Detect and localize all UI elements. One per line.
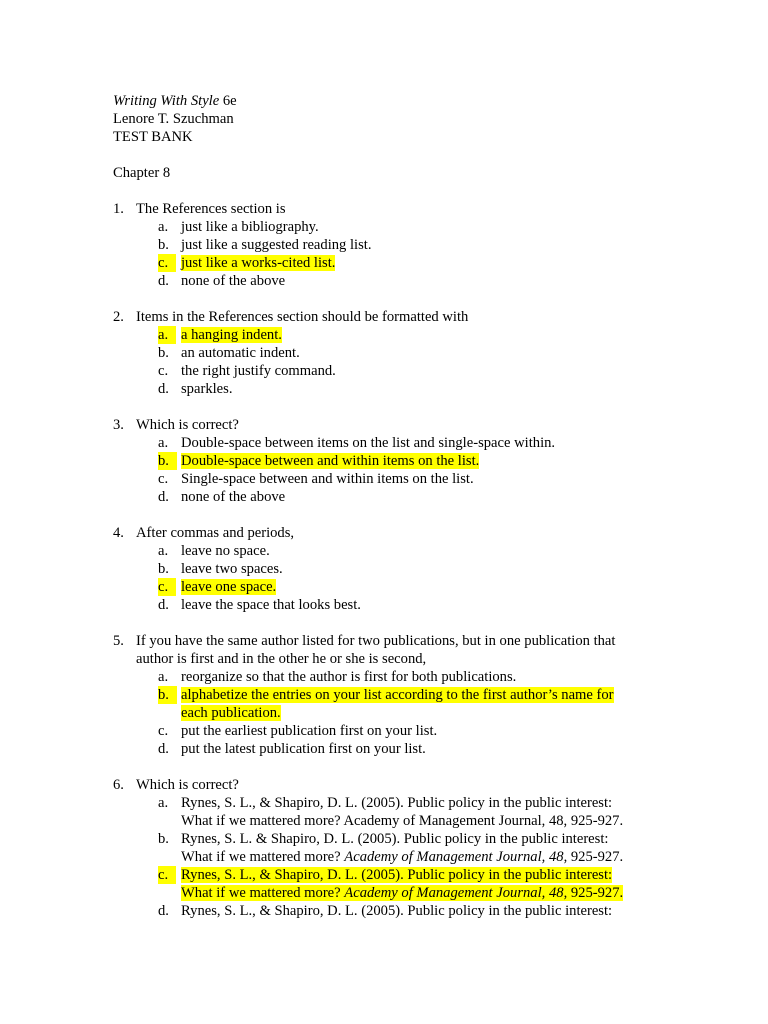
question-text-line: The References section is [136,201,286,217]
option-letter: a. [158,435,169,451]
question-text-line: After commas and periods, [136,525,295,541]
option-text [181,903,612,919]
answer-option [113,794,673,830]
option-letter: a. [158,543,169,559]
option-text-line: leave no space. [181,543,270,559]
citation-line: Rynes, S. L. & Shapiro, D. L. (2005). Public policy in the public interest: [181,831,609,847]
answer-option-correct [113,866,673,902]
option-text [181,453,479,469]
answer-option [113,668,673,686]
question-stem [113,524,673,542]
answer-option [113,488,673,506]
option-text-line: a hanging indent. [181,327,282,343]
answer-option [113,722,673,740]
answer-option [113,218,673,236]
option-text [181,831,623,865]
answer-option-correct [113,254,673,272]
option-text-line: an automatic indent. [181,345,300,361]
option-text [181,327,282,343]
option-text-line: sparkles. [181,381,233,397]
option-text-line: put the earliest publication first on your list. [181,723,438,739]
question-number: 4. [113,525,124,541]
option-text [181,687,614,721]
option-text [181,489,285,505]
question-stem [113,308,673,326]
book-edition: 6e [222,93,237,109]
citation-line: Rynes, S. L., & Shapiro, D. L. (2005). Public policy in the public interest: [181,903,613,919]
option-text [181,741,426,757]
question-item [113,200,673,290]
option-text-line: Double-space between and within items on the list. [181,453,480,469]
option-text [181,471,474,487]
option-letter: c. [158,578,176,596]
option-letter: b. [158,345,169,361]
option-text [181,345,300,361]
answer-option [113,272,673,290]
option-letter: c. [158,723,169,739]
question-stem [113,416,673,434]
answer-option [113,380,673,398]
answer-option-correct [113,578,673,596]
question-number: 1. [113,201,124,217]
option-letter: d. [158,381,169,397]
question-item [113,632,673,758]
option-text [181,363,336,379]
book-author: Lenore T. Szuchman [113,111,234,127]
option-text-line: put the latest publication first on your list. [181,741,426,757]
citation-pages: , 925-927. [563,849,624,865]
book-title-line [113,92,237,110]
option-text [181,255,335,271]
option-text-line: leave the space that looks best. [181,597,361,613]
answer-option [113,236,673,254]
question-item [113,776,673,920]
option-text [181,435,555,451]
option-letter: d. [158,273,169,289]
answer-options [113,668,673,758]
citation-article-title: What if we mattered more? [181,849,345,865]
option-text-line: each publication. [181,705,281,721]
option-letter: c. [158,471,169,487]
option-letter: b. [158,686,177,704]
question-item [113,524,673,614]
chapter-heading: Chapter 8 [113,165,171,181]
option-text [181,723,437,739]
citation-journal: Academy of Management Journal, 48 [344,885,564,901]
option-letter: d. [158,489,169,505]
document-header [113,92,237,146]
answer-option [113,596,673,614]
question-item [113,416,673,506]
book-title: Writing With Style [113,93,220,109]
question-stem [113,776,673,794]
question-stem [113,200,673,218]
question-item [113,308,673,398]
answer-option [113,344,673,362]
option-text [181,579,276,595]
option-text-line: leave one space. [181,579,277,595]
option-text [181,219,319,235]
option-letter: c. [158,363,169,379]
answer-option-correct [113,686,673,722]
answer-option [113,542,673,560]
option-letter: b. [158,561,169,577]
question-text-line: Which is correct? [136,777,239,793]
answer-options [113,218,673,290]
option-text [181,273,285,289]
answer-option [113,434,673,452]
citation-line: Rynes, S. L., & Shapiro, D. L. (2005). Public policy in the public interest: [181,795,613,811]
option-text [181,795,623,829]
citation-journal: Academy of Management Journal, 48, [343,813,568,829]
citation-journal: Academy of Management Journal, 48 [344,849,564,865]
citation-pages: 925-927. [567,813,624,829]
question-text-line: author is first and in the other he or she is second, [136,651,427,667]
option-text-line: Single-space between and within items on the list. [181,471,474,487]
option-text-line: leave two spaces. [181,561,283,577]
citation-pages: , 925-927. [563,885,624,901]
option-text-line: just like a suggested reading list. [181,237,372,253]
option-letter: a. [158,219,169,235]
question-stem [113,632,673,668]
question-number: 6. [113,777,124,793]
option-text-line: just like a works-cited list. [181,255,336,271]
option-text-line: none of the above [181,489,286,505]
answer-options [113,794,673,920]
question-number: 5. [113,633,124,649]
answer-option-correct [113,326,673,344]
question-list [113,200,673,938]
option-letter: d. [158,903,169,919]
citation-article-title: What if we mattered more? [181,813,344,829]
option-text [181,381,232,397]
answer-option-correct [113,452,673,470]
question-number: 2. [113,309,124,325]
option-letter: b. [158,452,177,470]
option-text [181,237,372,253]
option-text-line: Double-space between items on the list and single-space within. [181,435,556,451]
option-text [181,669,516,685]
option-letter: b. [158,237,169,253]
option-letter: d. [158,741,169,757]
answer-option [113,902,673,920]
option-letter: a. [158,326,176,344]
answer-option [113,740,673,758]
question-text-line: If you have the same author listed for two publications, but in one publication that [136,633,616,649]
option-letter: a. [158,795,169,811]
answer-option [113,830,673,866]
answer-option [113,362,673,380]
option-text [181,543,270,559]
document-type: TEST BANK [113,129,193,145]
question-text-line: Items in the References section should be formatted with [136,309,469,325]
option-letter: c. [158,866,176,884]
option-letter: c. [158,254,176,272]
option-text [181,561,283,577]
citation-line: Rynes, S. L., & Shapiro, D. L. (2005). Public policy in the public interest: [181,867,613,883]
option-text-line: the right justify command. [181,363,336,379]
option-text [181,597,361,613]
citation-article-title: What if we mattered more? [181,885,345,901]
option-text-line: alphabetize the entries on your list according to the first author’s name for [181,687,614,703]
answer-option [113,470,673,488]
answer-options [113,326,673,398]
option-text-line: none of the above [181,273,286,289]
option-letter: d. [158,597,169,613]
answer-options [113,542,673,614]
option-letter: a. [158,669,169,685]
question-text-line: Which is correct? [136,417,239,433]
answer-options [113,434,673,506]
option-text-line: just like a bibliography. [181,219,319,235]
question-number: 3. [113,417,124,433]
option-text [181,867,623,901]
option-letter: b. [158,831,169,847]
option-text-line: reorganize so that the author is first for both publications. [181,669,517,685]
answer-option [113,560,673,578]
